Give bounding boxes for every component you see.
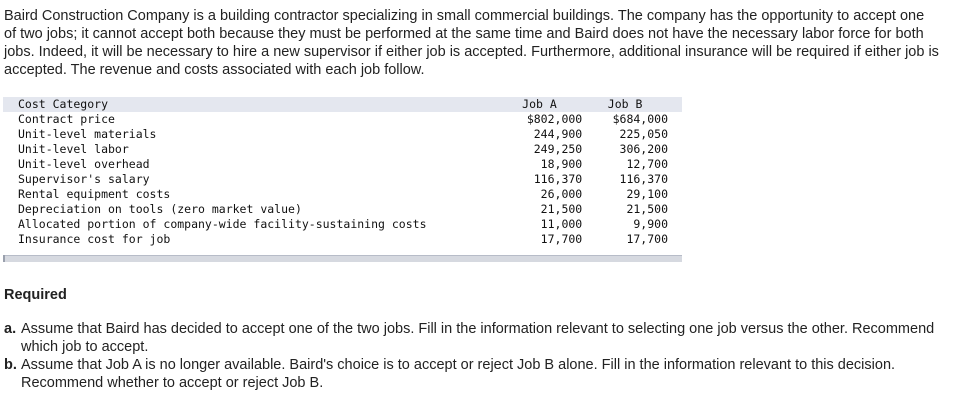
- cost-table-header-row: [3, 97, 682, 112]
- row-job-a-value: 17,700: [540, 232, 583, 246]
- row-category: Unit-level overhead: [18, 157, 150, 171]
- table-row: [3, 127, 682, 142]
- row-job-b-value: 9,900: [633, 217, 668, 231]
- row-category: Rental equipment costs: [18, 187, 171, 201]
- table-bottom-rule: [3, 255, 682, 262]
- row-category: Insurance cost for job: [18, 232, 171, 246]
- row-category: Allocated portion of company-wide facility-sustaining costs: [18, 217, 427, 231]
- table-row: [3, 202, 682, 217]
- row-job-a-value: 26,000: [540, 187, 583, 201]
- required-parts-list: [4, 320, 939, 392]
- row-job-b-value: $684,000: [612, 112, 668, 126]
- part-b-text: Assume that Job A is no longer available. Baird's choice is to accept or reject Job B alone. Fill in the information relevant to this decision. Recommend whether to accept or reject Job B.: [21, 357, 896, 391]
- row-job-b-value: 306,200: [619, 142, 668, 156]
- row-job-b-value: 225,050: [619, 127, 668, 141]
- row-job-a-value: 18,900: [540, 157, 583, 171]
- cost-table-container: [3, 97, 682, 262]
- row-job-a-value: 11,000: [540, 217, 583, 231]
- required-heading: Required: [4, 287, 67, 303]
- row-job-b-value: 21,500: [626, 202, 668, 216]
- header-job-b: Job B: [607, 97, 643, 111]
- row-category: Unit-level materials: [18, 127, 157, 141]
- row-category: Depreciation on tools (zero market value): [18, 202, 302, 216]
- table-rule-left-edge: [3, 255, 5, 262]
- row-job-b-value: 29,100: [626, 187, 668, 201]
- table-row: [3, 187, 682, 202]
- row-job-a-value: $802,000: [526, 112, 583, 126]
- table-row: [3, 232, 682, 247]
- table-row: [3, 217, 682, 232]
- table-row: [3, 157, 682, 172]
- part-a-text: Assume that Baird has decided to accept one of the two jobs. Fill in the information relevant to selecting one job versus the other. Recommend which job to accept.: [21, 321, 935, 355]
- row-category: Contract price: [18, 112, 115, 126]
- row-category: Unit-level labor: [18, 142, 129, 156]
- row-job-b-value: 116,370: [619, 172, 668, 186]
- row-job-a-value: 116,370: [533, 172, 583, 186]
- part-a-marker: a.: [4, 321, 17, 337]
- header-cost-category: Cost Category: [18, 97, 109, 111]
- table-row: [3, 142, 682, 157]
- cost-table: [3, 97, 682, 247]
- part-b-marker: b.: [4, 357, 17, 373]
- table-row: [3, 112, 682, 127]
- list-item: [4, 320, 939, 356]
- row-job-a-value: 244,900: [533, 127, 583, 141]
- problem-intro: Baird Construction Company is a building contractor specializing in small commercial buildings. The company has the opportunity to accept one of two jobs; it cannot accept both because they must be performed at the same time and Baird does not have the necessary labor force for both jobs. Indeed, it will be necessary to hire a new supervisor if either job is accepted. Furthermore, additional insurance will be required if either job is accepted. The revenue and costs associated with each job follow.: [4, 8, 939, 78]
- row-job-a-value: 21,500: [540, 202, 583, 216]
- header-job-a: Job A: [522, 97, 557, 111]
- table-row: [3, 172, 682, 187]
- row-job-b-value: 12,700: [626, 157, 668, 171]
- row-category: Supervisor's salary: [18, 172, 150, 186]
- list-item: [4, 356, 939, 392]
- row-job-b-value: 17,700: [626, 232, 668, 246]
- row-job-a-value: 249,250: [533, 142, 583, 156]
